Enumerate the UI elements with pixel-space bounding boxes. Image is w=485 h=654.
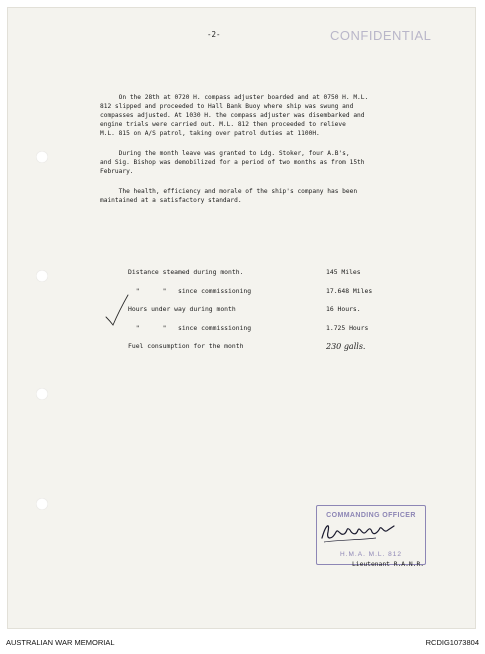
stat-value: 1.725 Hours xyxy=(326,323,369,332)
stat-label: Fuel consumption for the month xyxy=(128,342,244,350)
stamp-title: COMMANDING OFFICER xyxy=(326,512,416,519)
stat-label: Hours under way during month xyxy=(128,305,236,313)
confidential-stamp: CONFIDENTIAL xyxy=(330,28,432,43)
stat-row-distance-month xyxy=(128,268,428,287)
punch-hole xyxy=(36,498,48,510)
stat-row-distance-commissioning xyxy=(128,287,428,306)
punch-hole xyxy=(36,388,48,400)
paragraph-health: The health, efficiency and morale of the ship's company has been maintained at a satisfactory standard. xyxy=(100,188,358,204)
stat-label: " " since commissioning xyxy=(128,286,252,295)
signature-image xyxy=(318,518,398,546)
punch-hole xyxy=(36,270,48,282)
stamp-unit: H.M.A. M.L. 812 xyxy=(340,551,402,558)
page-number: -2- xyxy=(207,30,221,39)
stat-row-hours-commissioning xyxy=(128,324,428,343)
paragraph-compass-adjustment: On the 28th at 0720 H. compass adjuster boarded and at 0750 H. M.L. 812 slipped and proceeded to Hall Bank Buoy where ship was swung and compasses adjusted. At 1030 H. the compass adjuster was disembarked and engine trials were carried out. M.L. 812 then proceeded to relieve M.L. 815 on A/S patrol, taking over patrol duties at 1100H. xyxy=(100,94,369,137)
punch-hole xyxy=(36,151,48,163)
archive-reference: RCDIG1073804 xyxy=(425,638,479,647)
stat-label: " " since commissioning xyxy=(128,323,252,332)
check-mark-icon xyxy=(104,293,130,327)
stat-value-handwritten: 230 galls. xyxy=(326,342,366,351)
stat-label: Distance steamed during month. xyxy=(128,268,244,276)
stat-row-fuel xyxy=(128,342,428,361)
stat-value: 145 Miles xyxy=(326,268,361,276)
archive-source: AUSTRALIAN WAR MEMORIAL xyxy=(6,638,115,647)
statistics-table xyxy=(128,268,428,361)
stat-value: 17.648 Miles xyxy=(326,286,373,295)
stat-value: 16 Hours. xyxy=(326,305,361,313)
paragraph-leave: During the month leave was granted to Ldg. Stoker, four A.B's, and Sig. Bishop was demobilized for a period of two months as from 15th February. xyxy=(100,150,365,175)
stat-row-hours-month xyxy=(128,305,428,324)
signature-rank: Lieutenant R.A.N.R. xyxy=(352,561,425,568)
